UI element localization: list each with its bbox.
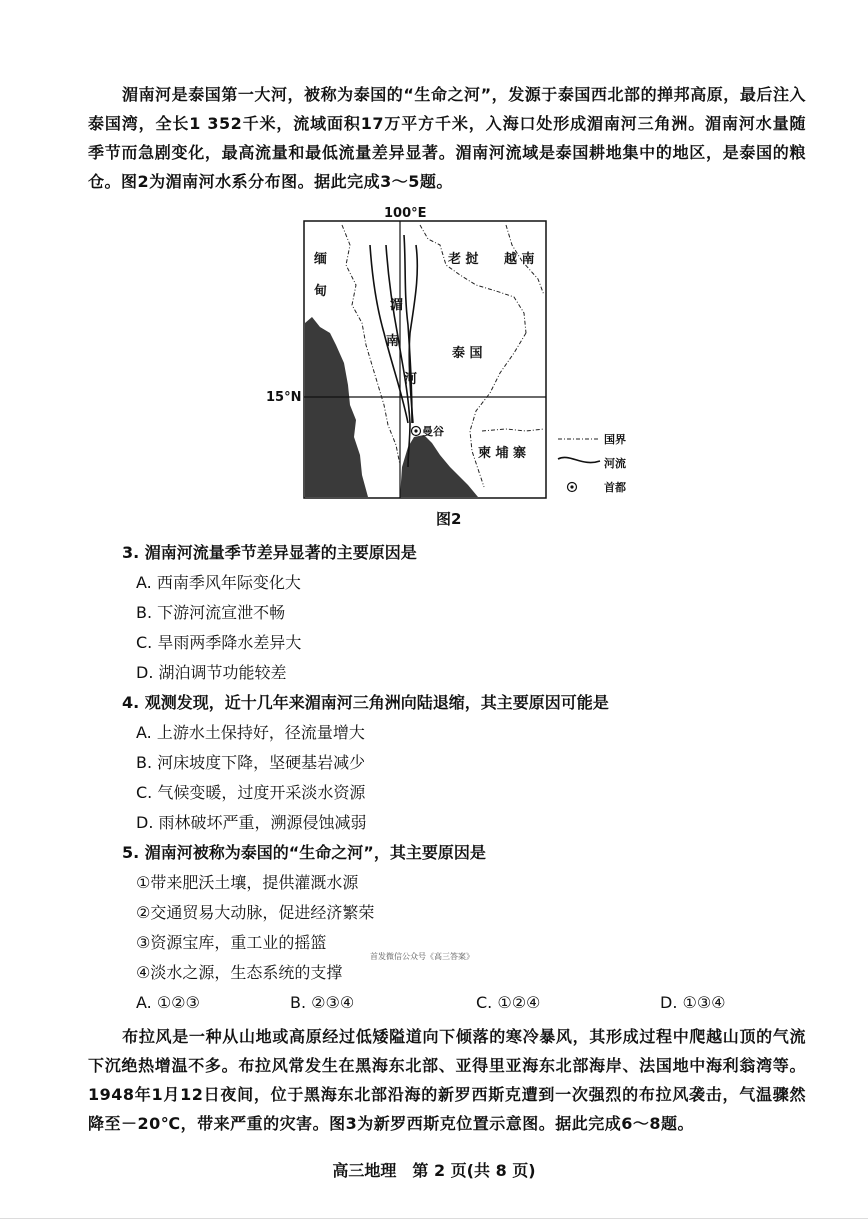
capital-bangkok-symbol xyxy=(412,427,421,436)
mekong-map-figure xyxy=(266,205,640,505)
question-3-option-c[interactable]: C. 旱雨两季降水差异大 xyxy=(136,633,302,652)
question-3-option-b[interactable]: B. 下游河流宣泄不畅 xyxy=(136,603,286,622)
question-5-choice-c[interactable]: C. ①②④ xyxy=(476,993,541,1012)
question-4-stem: 4. 观测发现，近十几年来湄南河三角洲向陆退缩，其主要原因可能是 xyxy=(122,693,609,712)
legend-capital-label: 首都 xyxy=(604,481,626,494)
question-4-option-b[interactable]: B. 河床坡度下降，坚硬基岩减少 xyxy=(136,753,366,772)
label-thailand: 泰 国 xyxy=(452,346,483,361)
legend-river-label: 河流 xyxy=(604,457,626,470)
river-char-3: 河 xyxy=(404,372,418,387)
figure-caption: 图2 xyxy=(436,510,462,528)
question-3-option-d[interactable]: D. 湖泊调节功能较差 xyxy=(136,663,287,682)
question-5-item-3: ③资源宝库，重工业的摇篮 xyxy=(136,933,327,952)
river-char-1: 湄 xyxy=(390,298,404,313)
bottom-divider xyxy=(0,1218,868,1219)
question-5-item-1: ①带来肥沃土壤，提供灌溉水源 xyxy=(136,873,359,892)
question-5-choice-d[interactable]: D. ①③④ xyxy=(660,993,726,1012)
intro-text: 湄南河是泰国第一大河，被称为泰国的“生命之河”，发源于泰国西北部的掸邦高原，最后注入泰国湾，全长1 352千米，流域面积17万平方千米，入海口处形成湄南河三角洲。湄南河水量随季节而急剧变化，最高流量和最低流量差异显著。湄南河流域是泰国耕地集中的地区，是泰国的粮仓。图2为湄南河水系分布图。据此完成3～5题。 xyxy=(88,85,806,191)
label-vietnam: 越 南 xyxy=(504,252,535,267)
intro2-paragraph xyxy=(88,1022,806,1138)
capital-label: 曼谷 xyxy=(422,425,444,438)
question-5-item-2: ②交通贸易大动脉，促进经济繁荣 xyxy=(136,903,375,922)
question-5-stem: 5. 湄南河被称为泰国的“生命之河”，其主要原因是 xyxy=(122,843,486,862)
question-4-option-c[interactable]: C. 气候变暖，过度开采淡水资源 xyxy=(136,783,366,802)
question-4-option-a[interactable]: A. 上游水土保持好，径流量增大 xyxy=(136,723,365,742)
label-myanmar-1: 缅 xyxy=(314,252,328,267)
question-5-item-4: ④淡水之源，生态系统的支撑 xyxy=(136,963,343,982)
page-footer: 高三地理 第 2 页(共 8 页) xyxy=(332,1161,536,1180)
label-cambodia: 柬 埔 寨 xyxy=(478,446,527,461)
question-5-choice-b[interactable]: B. ②③④ xyxy=(290,993,355,1012)
legend-border-label: 国界 xyxy=(604,433,626,446)
label-laos: 老 挝 xyxy=(448,252,479,267)
map-legend xyxy=(558,432,627,494)
label-myanmar-2: 甸 xyxy=(314,284,328,299)
legend-river-symbol xyxy=(558,457,600,462)
longitude-label: 100°E xyxy=(384,206,427,221)
question-4-option-d[interactable]: D. 雨林破坏严重，溯源侵蚀减弱 xyxy=(136,813,367,832)
intro2-text: 布拉风是一种从山地或高原经过低矮隘道向下倾落的寒冷暴风，其形成过程中爬越山顶的气流下沉绝热增温不多。布拉风常发生在黑海东北部、亚得里亚海东北部海岸、法国地中海利翁湾等。1948年1月12日夜间，位于黑海东北部沿海的新罗西斯克遭到一次强烈的布拉风袭击，气温骤然降至－20℃，带来严重的灾害。图3为新罗西斯克位置示意图。据此完成6～8题。 xyxy=(88,1027,806,1133)
latitude-label: 15°N xyxy=(266,390,302,405)
watermark-text: 首发微信公众号《高三答案》 xyxy=(370,952,474,961)
question-3-stem: 3. 湄南河流量季节差异显著的主要原因是 xyxy=(122,543,417,562)
question-5-choice-a[interactable]: A. ①②③ xyxy=(136,993,200,1012)
river-char-2: 南 xyxy=(386,334,400,349)
question-3-option-a[interactable]: A. 西南季风年际变化大 xyxy=(136,573,301,592)
intro-paragraph xyxy=(88,80,806,196)
